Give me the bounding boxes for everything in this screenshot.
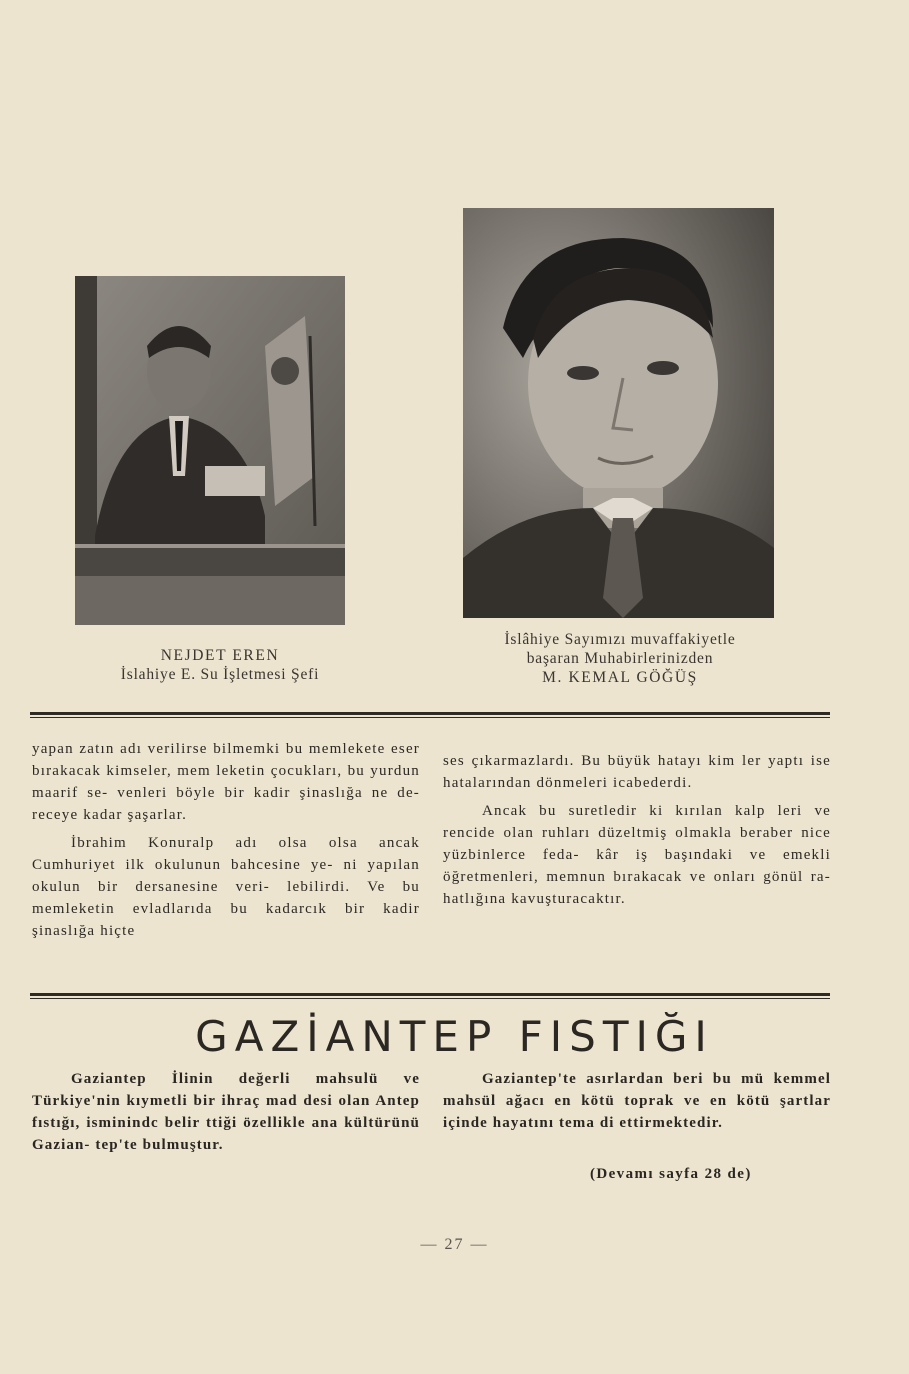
divider-rule-thin	[30, 717, 830, 718]
article-column-right	[443, 750, 831, 916]
caption-left-role: İslahiye E. Su İşletmesi Şefi	[120, 666, 320, 683]
portrait-young-man-image	[463, 208, 774, 618]
caption-right-name: M. KEMAL GÖĞÜŞ	[542, 669, 698, 686]
caption-right-line1: İslâhiye Sayımızı muvaffakiyetle	[504, 631, 736, 648]
paragraph: Ancak bu suretledir ki kırılan kalp leri ve rencide olan ruhları düzeltmiş olmakla beraber nice yüzbinlerce feda- kâr iş başındaki ve emekli öğretmenleri, memnun bırakacak ve onları gönül ra- hatlığına kavuşturacaktır.	[443, 803, 831, 907]
page-number: — 27 —	[420, 1236, 489, 1253]
portrait-man-at-desk-image	[75, 276, 345, 625]
article-column-left	[32, 738, 420, 948]
article2-column-right	[443, 1068, 831, 1134]
caption-right	[430, 630, 810, 687]
paragraph: Gaziantep İlinin değerli mahsulü ve Türkiye'nin kıymetli bir ihraç mad desi olan Antep fıstığı, isminindc belir ttiği özellikle ana kültürünü Gazian- tep'te bulmuştur.	[32, 1071, 420, 1153]
divider-rule	[30, 712, 830, 715]
paragraph: İbrahim Konuralp adı olsa olsa ancak Cumhuriyet ilk okulunun bahcesine ye- ni yapılan okulun bir dersanesine veri- lebilirdi. Ve bu memleketin evladlarıda bu kadarcık bir kadir şinaslığa hiçte	[32, 835, 420, 939]
paragraph: ses çıkarmazlardı. Bu büyük hatayı kim ler yaptı ise hatalarından dönmeleri icabederdi.	[443, 753, 831, 791]
paragraph: Gaziantep'te asırlardan beri bu mü kemmel mahsül ağacı en kötü toprak ve en kötü şartlar içinde hayatını tema di ettirmektedir.	[443, 1071, 831, 1131]
caption-left	[70, 646, 370, 684]
divider-rule-thin	[30, 998, 830, 999]
article2-column-left	[32, 1068, 420, 1156]
caption-left-name: NEJDET EREN	[160, 647, 280, 664]
article-headline: GAZİANTEP FISTIĞI	[195, 1012, 714, 1061]
photo-nejdet-eren	[75, 276, 345, 625]
caption-right-line2: başaran Muhabirlerinizden	[526, 650, 714, 667]
continued-note: (Devamı sayfa 28 de)	[590, 1166, 752, 1182]
photo-kemal-gogus	[463, 208, 774, 618]
divider-rule	[30, 993, 830, 996]
paragraph: yapan zatın adı verilirse bilmemki bu memlekete eser bırakacak kimseler, mem leketin çocukları, bu yurdun maarif se- venleri böyle bir kadir şinaslığa ne de- receye kadar şaşarlar.	[32, 741, 420, 823]
